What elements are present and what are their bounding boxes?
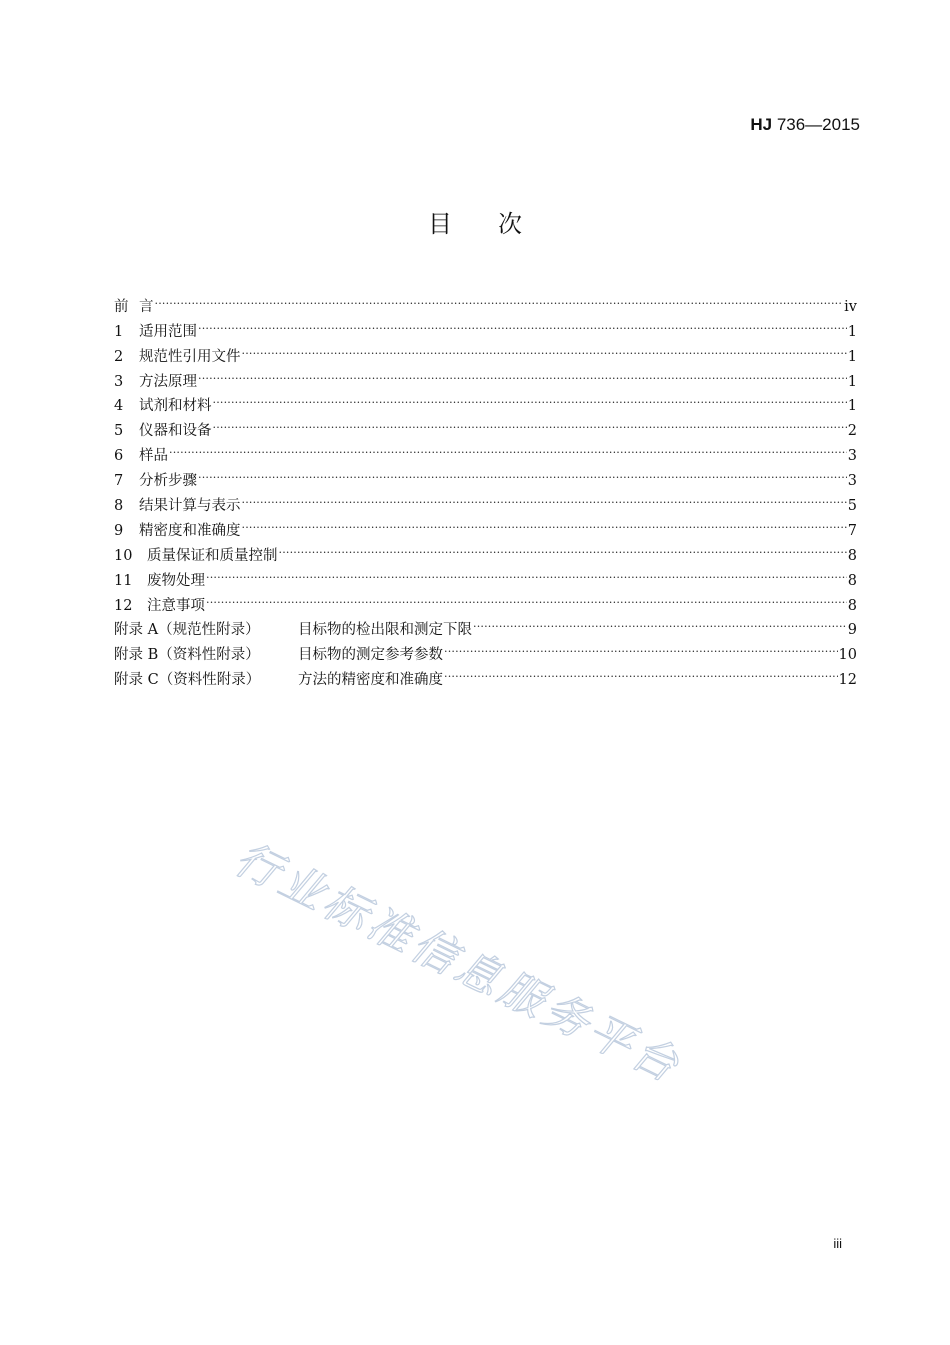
toc-entry-label: 目标物的检出限和测定下限 [298, 622, 472, 639]
toc-entry-label: 规范性引用文件 [139, 348, 241, 365]
toc-entry-number: 附录 C（资料性附录） [114, 672, 261, 689]
toc-entry-page: 9 [847, 622, 857, 639]
toc-entry-page: 3 [847, 473, 857, 490]
toc-entry-12[interactable] [114, 585, 857, 614]
toc-entry-page: 2 [847, 423, 857, 440]
toc-entry-page: 8 [847, 547, 857, 564]
toc-entry-number: 7 [114, 473, 124, 490]
toc-entry-number: 11 [114, 572, 133, 589]
toc-entry-label: 目标物的测定参考参数 [298, 647, 443, 664]
toc-entry-number: 5 [114, 423, 124, 440]
toc-leader-dots [213, 386, 847, 411]
toc-leader-dots [242, 336, 847, 361]
toc-entry-label: 质量保证和质量控制 [147, 547, 278, 564]
toc-entry-page: 1 [847, 348, 857, 365]
toc-leader-dots [444, 634, 838, 659]
toc-leader-dots [206, 560, 847, 585]
page-number: iii [833, 1236, 842, 1251]
toc-leader-dots [155, 286, 844, 311]
toc-entry-number: 10 [114, 547, 133, 564]
toc-entry-page: 12 [838, 672, 857, 689]
toc-entry-label: 样品 [139, 448, 168, 465]
toc-entry-number: 1 [114, 323, 124, 340]
toc-entry-6[interactable] [114, 435, 857, 465]
toc-leader-dots [198, 460, 847, 485]
toc-entry-page: 1 [847, 323, 857, 340]
toc-leader-dots [444, 659, 838, 684]
standard-code [750, 115, 860, 135]
toc-entry-4[interactable] [114, 386, 857, 415]
toc-entry-11[interactable] [114, 560, 857, 589]
toc-leader-dots [279, 535, 847, 560]
toc-entry-page: 10 [838, 647, 857, 664]
toc-entry-number: 9 [114, 522, 124, 539]
toc-entry-3[interactable] [114, 361, 857, 390]
toc-leader-dots [206, 585, 847, 610]
standard-prefix: HJ [750, 115, 773, 134]
toc-entry-1[interactable] [114, 311, 857, 340]
watermark-text: 行业标准信息服务平台 [226, 833, 690, 1094]
toc-entry-label: 废物处理 [147, 572, 205, 589]
toc-entry-page: 3 [847, 448, 857, 465]
toc-entry-page: 7 [847, 522, 857, 539]
toc-leader-dots [242, 510, 847, 535]
title-char-2: 次 [498, 210, 522, 238]
toc-entry-label: 结果计算与表示 [139, 498, 241, 515]
toc-leader-dots [242, 485, 847, 510]
toc-entry-page: 8 [847, 572, 857, 589]
page-title [0, 204, 950, 239]
toc-leader-dots [198, 361, 847, 386]
toc-entry-5[interactable] [114, 410, 857, 440]
toc-entry-label: 精密度和准确度 [139, 522, 241, 539]
toc-entry-page: 5 [847, 498, 857, 515]
toc-entry-page: 8 [847, 597, 857, 614]
toc-entry-label: 注意事项 [147, 597, 205, 614]
toc-leader-dots [473, 610, 847, 635]
toc-entry-label: 方法的精密度和准确度 [298, 672, 443, 689]
toc-entry-number: 8 [114, 498, 124, 515]
toc-entry-number: 附录 B（资料性附录） [114, 647, 260, 664]
toc-entry-page: 1 [847, 373, 857, 390]
toc-entry-number: 3 [114, 373, 124, 390]
toc-entry-number: 附录 A（规范性附录） [114, 622, 260, 639]
toc-entry-7[interactable] [114, 460, 857, 490]
toc-entry-appendix-a[interactable] [114, 610, 857, 639]
toc-entry-label: 适用范围 [139, 323, 197, 340]
title-char-1: 目 [428, 210, 452, 238]
toc-entry-label: 仪器和设备 [139, 423, 212, 440]
toc-entry-page: 1 [847, 398, 857, 415]
toc-leader-dots [169, 435, 847, 460]
toc-leader-dots [198, 311, 847, 336]
toc-entry-number: 4 [114, 398, 124, 415]
toc-entry-8[interactable] [114, 485, 857, 515]
toc-entry-page: iv [844, 298, 857, 315]
toc-entry-label: 方法原理 [139, 373, 197, 390]
toc-entry-label: 言 [139, 298, 154, 315]
toc-entry-number: 12 [114, 597, 133, 614]
standard-number: 736—2015 [776, 115, 860, 134]
toc-entry-label: 试剂和材料 [139, 398, 212, 415]
table-of-contents [114, 286, 857, 689]
toc-entry-2[interactable] [114, 336, 857, 365]
toc-leader-dots [213, 410, 847, 435]
toc-entry-number: 2 [114, 348, 124, 365]
toc-entry-foreword[interactable] [114, 286, 857, 315]
toc-entry-number: 前 [114, 298, 129, 315]
toc-entry-number: 6 [114, 448, 124, 465]
toc-entry-label: 分析步骤 [139, 473, 197, 490]
